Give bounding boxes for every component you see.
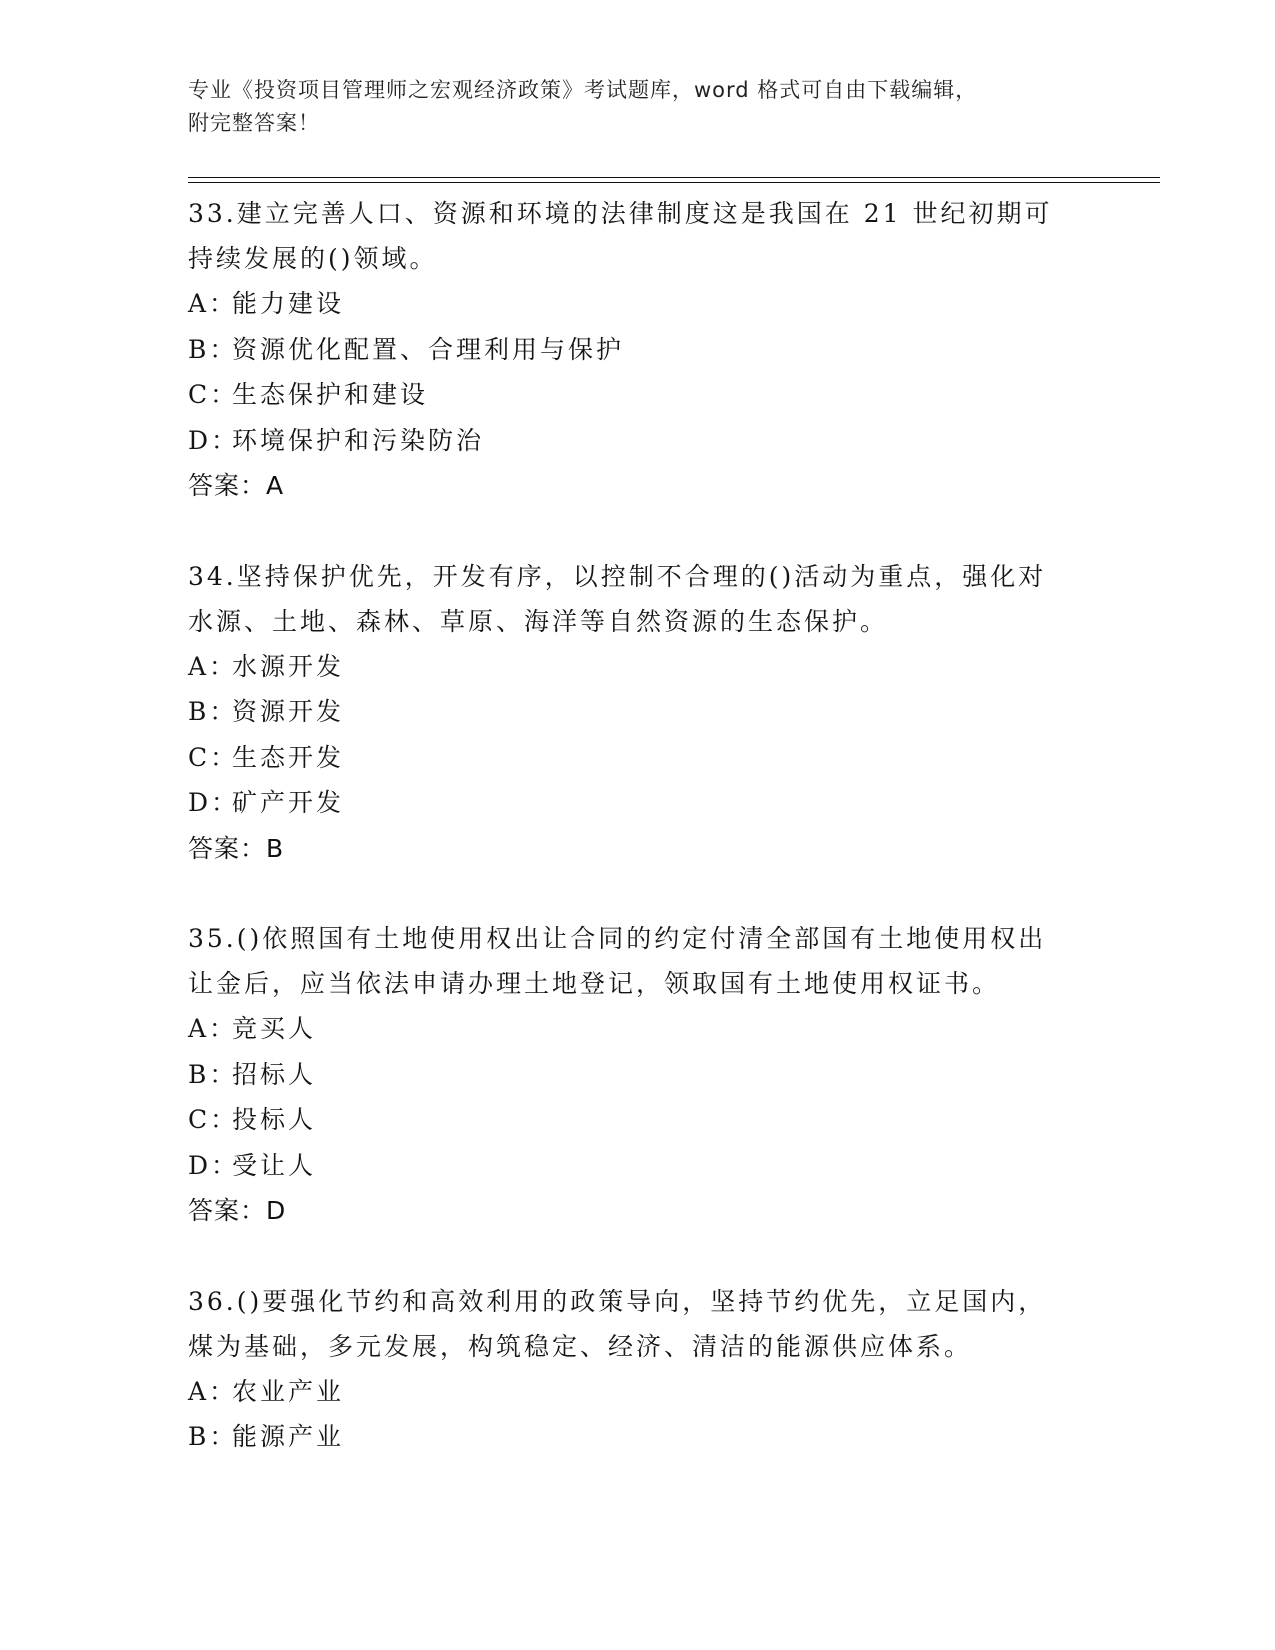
- option-letter: B：: [188, 697, 238, 726]
- option-text: 受让人: [232, 1150, 317, 1180]
- option-text: 招标人: [232, 1059, 317, 1089]
- header-line-1: 专业《投资项目管理师之宏观经济政策》考试题库，word 格式可自由下载编辑，: [188, 78, 978, 102]
- option-letter: D：: [188, 788, 240, 817]
- option-text: 农业产业: [232, 1376, 345, 1406]
- question-35: [188, 916, 1088, 1234]
- question-stem-line-2: 让金后，应当依法申请办理土地登记，领取国有土地使用权证书。: [188, 969, 1001, 998]
- option-letter: B：: [188, 1059, 238, 1089]
- option-letter: D：: [188, 1150, 240, 1180]
- option-letter: C：: [188, 380, 239, 409]
- header-line-2: 附完整答案！: [188, 111, 320, 135]
- option-letter: B：: [188, 1422, 238, 1451]
- option-a: [188, 1369, 1088, 1415]
- option-b: [188, 327, 1088, 373]
- option-text: 投标人: [232, 1105, 317, 1134]
- question-stem-line-2: 水源、土地、森林、草原、海洋等自然资源的生态保护。: [188, 606, 889, 636]
- answer-label: 答案：: [188, 833, 267, 863]
- option-text: 能源产业: [232, 1422, 345, 1451]
- option-letter: A：: [188, 651, 238, 681]
- option-c: [188, 372, 1088, 418]
- answer-label: 答案：: [188, 471, 267, 500]
- option-b: [188, 1414, 1088, 1460]
- option-letter: C：: [188, 1105, 239, 1134]
- option-a: [188, 644, 1088, 690]
- question-36: [188, 1279, 1088, 1460]
- question-stem-line-2: 持续发展的()领域。: [188, 244, 438, 273]
- option-d: [188, 780, 1088, 826]
- question-stem-line-1: 33.建立完善人口、资源和环境的法律制度这是我国在 21 世纪初期可: [188, 199, 1053, 228]
- header-divider-bottom: [188, 182, 1160, 183]
- document-header: [188, 74, 1068, 140]
- option-b: [188, 1052, 1088, 1098]
- option-text: 竞买人: [232, 1014, 317, 1043]
- option-d: [188, 418, 1088, 464]
- option-letter: B：: [188, 334, 238, 364]
- question-list: [188, 191, 1088, 1505]
- option-text: 环境保护和污染防治: [232, 425, 485, 455]
- option-letter: A：: [188, 1376, 238, 1406]
- answer-line: [188, 463, 1088, 509]
- answer-value: B: [266, 833, 285, 863]
- option-letter: A：: [188, 289, 238, 318]
- answer-label: 答案：: [188, 1196, 267, 1225]
- question-stem-line-1: 35.()依照国有土地使用权出让合同的约定付清全部国有土地使用权出: [188, 924, 1047, 953]
- option-b: [188, 689, 1088, 735]
- option-text: 水源开发: [232, 651, 345, 681]
- option-text: 资源开发: [232, 697, 345, 726]
- option-text: 能力建设: [232, 289, 345, 318]
- option-a: [188, 1006, 1088, 1052]
- option-text: 矿产开发: [232, 788, 345, 817]
- option-text: 资源优化配置、合理利用与保护: [232, 334, 625, 364]
- option-letter: A：: [188, 1014, 238, 1043]
- option-c: [188, 1097, 1088, 1143]
- option-text: 生态开发: [232, 742, 345, 772]
- option-c: [188, 735, 1088, 781]
- question-34: [188, 554, 1088, 872]
- option-d: [188, 1143, 1088, 1189]
- option-a: [188, 281, 1088, 327]
- answer-value: D: [266, 1196, 287, 1225]
- option-letter: D：: [188, 425, 240, 455]
- answer-line: [188, 826, 1088, 872]
- header-divider-top: [188, 177, 1160, 178]
- option-text: 生态保护和建设: [232, 380, 429, 409]
- question-stem-line-2: 煤为基础，多元发展，构筑稳定、经济、清洁的能源供应体系。: [188, 1331, 973, 1361]
- answer-value: A: [266, 471, 285, 500]
- question-33: [188, 191, 1088, 509]
- answer-line: [188, 1188, 1088, 1234]
- question-stem-line-1: 34.坚持保护优先，开发有序，以控制不合理的()活动为重点，强化对: [188, 561, 1047, 591]
- option-letter: C：: [188, 742, 239, 772]
- question-stem-line-1: 36.()要强化节约和高效利用的政策导向，坚持节约优先，立足国内，: [188, 1286, 1047, 1316]
